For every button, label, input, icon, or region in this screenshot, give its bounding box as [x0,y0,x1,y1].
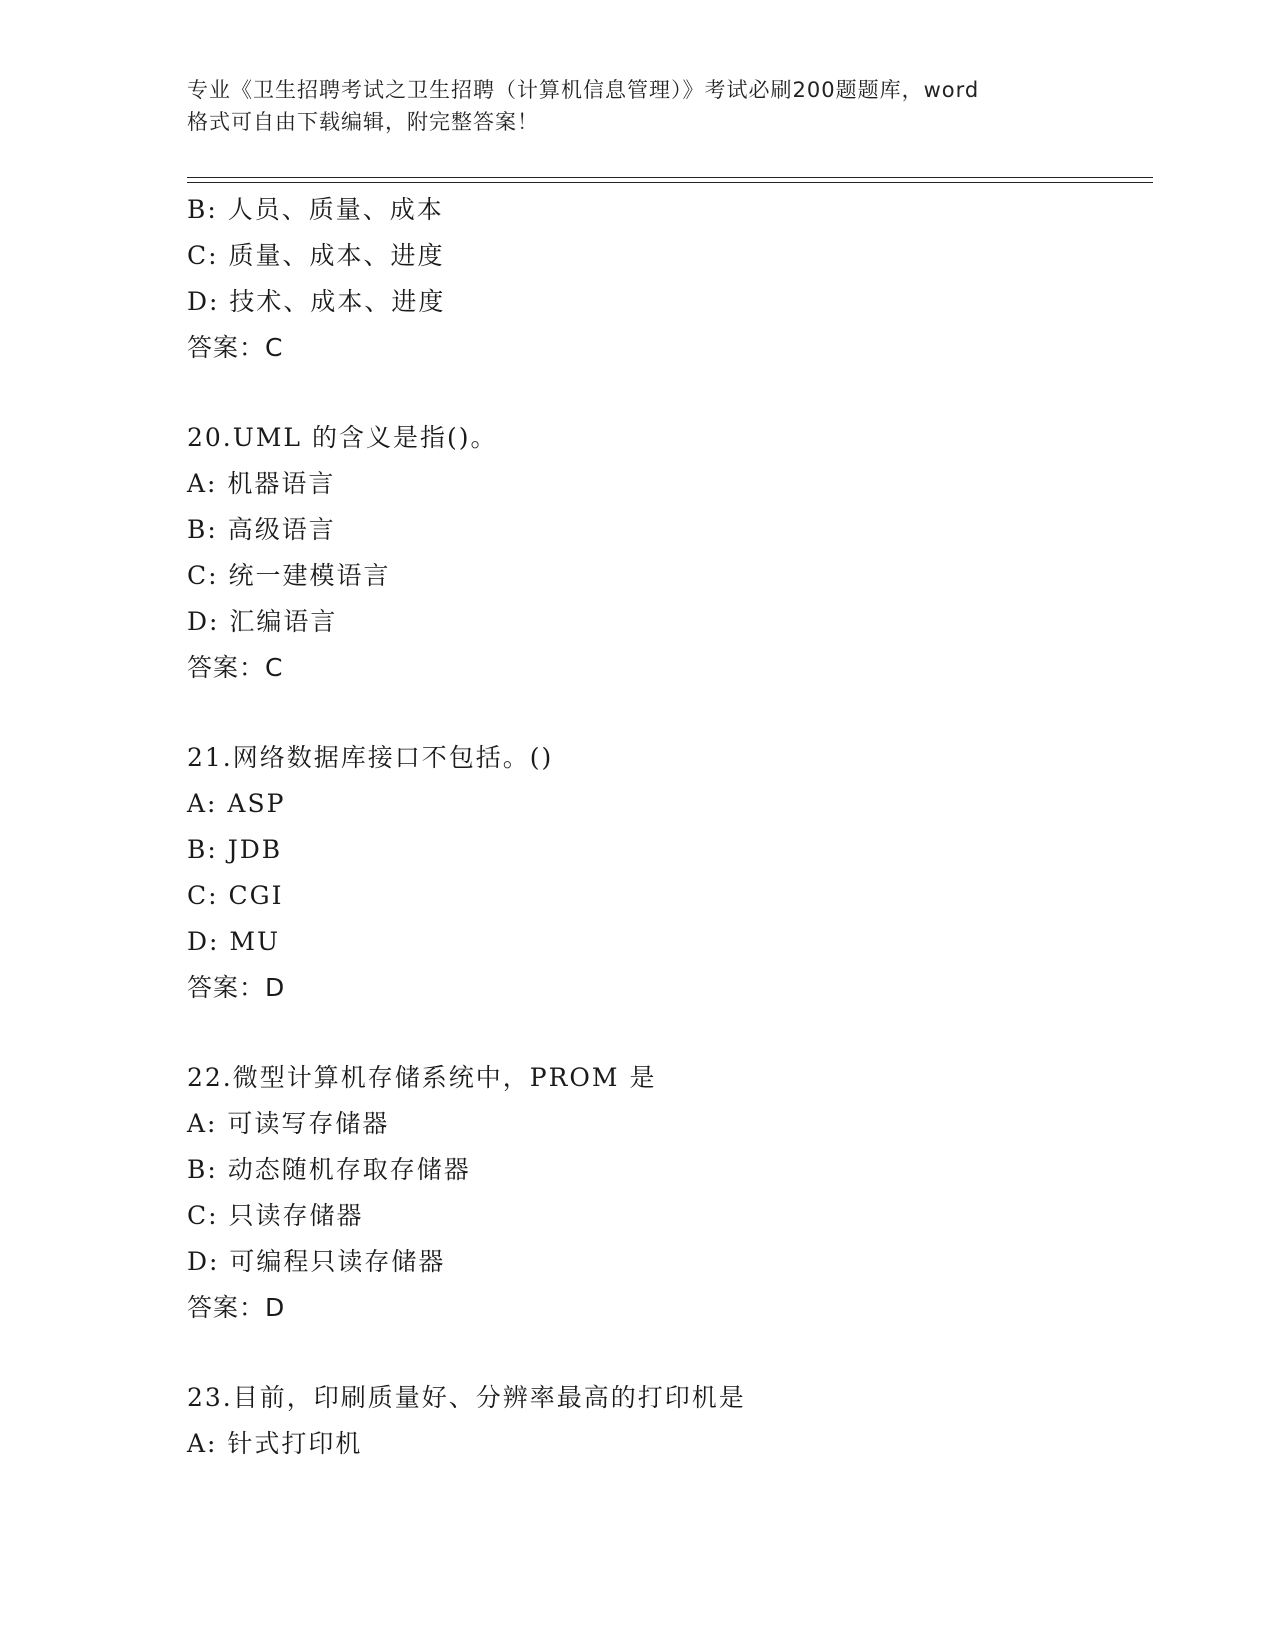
question-stem: 22.微型计算机存储系统中，PROM 是 [187,1063,657,1092]
question-spacer [187,371,1147,415]
question-list [187,187,1147,1467]
document-header [187,74,1087,138]
option-b: B: 动态随机存取存储器 [187,1155,471,1184]
question-spacer [187,1011,1147,1055]
header-divider-bottom [187,182,1153,183]
option-d: D: 可编程只读存储器 [187,1247,446,1276]
option-b: B: 人员、质量、成本 [187,195,444,224]
option-c: C: 只读存储器 [187,1201,364,1230]
option-b: B: 高级语言 [187,515,336,544]
option-a: A: ASP [187,789,286,818]
answer-line: 答案：C [187,333,284,362]
question-spacer [187,691,1147,735]
option-a: A: 针式打印机 [187,1429,363,1458]
option-a: A: 可读写存储器 [187,1109,390,1138]
question-block-20 [187,415,1147,691]
question-block-21 [187,735,1147,1011]
answer-line: 答案：C [187,653,284,682]
option-c: C: 统一建模语言 [187,561,391,590]
header-title-line-1: 专业《卫生招聘考试之卫生招聘（计算机信息管理）》考试必刷200题题库，word [187,78,980,102]
question-spacer [187,1331,1147,1375]
answer-line: 答案：D [187,973,286,1002]
answer-line: 答案：D [187,1293,286,1322]
option-d: D: 汇编语言 [187,607,338,636]
question-block-22 [187,1055,1147,1331]
header-title-line-2: 格式可自由下载编辑，附完整答案！ [187,110,539,134]
question-block-19 [187,187,1147,371]
option-c: C: CGI [187,881,284,910]
question-stem: 21.网络数据库接口不包括。() [187,743,554,772]
question-block-23 [187,1375,1147,1467]
header-divider-top [187,177,1153,178]
question-stem: 23.目前，印刷质量好、分辨率最高的打印机是 [187,1383,746,1412]
option-d: D: MU [187,927,281,956]
option-c: C: 质量、成本、进度 [187,241,445,270]
question-stem: 20.UML 的含义是指()。 [187,423,498,452]
option-a: A: 机器语言 [187,469,336,498]
option-b: B: JDB [187,835,283,864]
option-d: D: 技术、成本、进度 [187,287,446,316]
